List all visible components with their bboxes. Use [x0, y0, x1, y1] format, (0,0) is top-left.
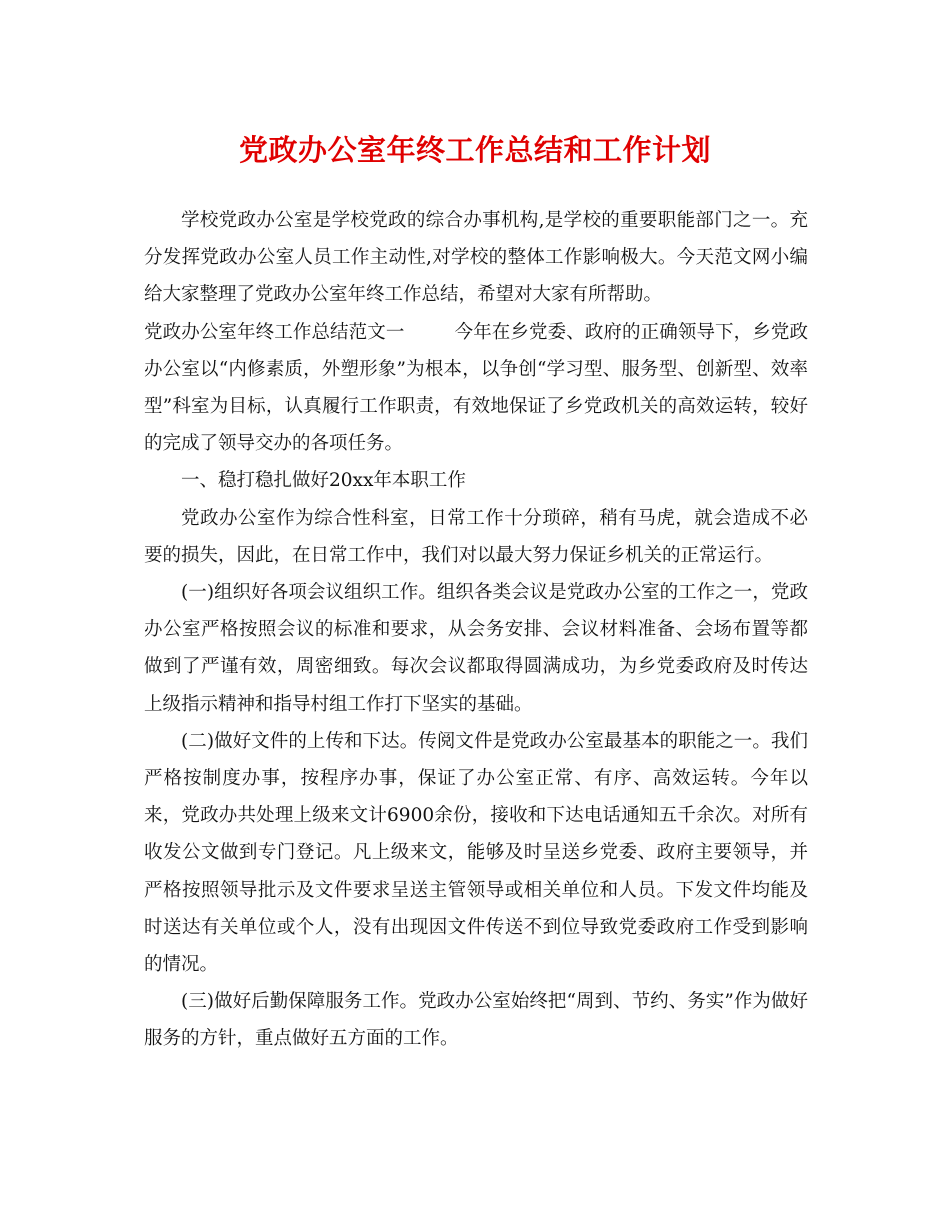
item2-paragraph: (二)做好文件的上传和下达。传阅文件是党政办公室最基本的职能之一。我们严格按制度办事，按程序办事，保证了办公室正常、有序、高效运转。今年以来，党政办共处理上级来文计6900余份，接收和下达电话通知五千余次。对所有收发公文做到专门登记。凡上级来文，能够及时呈送乡党委、政府主要领导，并严格按照领导批示及文件要求呈送主管领导或相关单位和人员。下发文件均能及时送达有关单位或个人，没有出现因文件传送不到位导致党委政府工作受到影响的情况。: [144, 730, 808, 976]
sample-heading: 党政办公室年终工作总结范文一: [144, 321, 405, 343]
document-body: [144, 202, 808, 1058]
sample-paragraph: [144, 314, 808, 463]
item3-paragraph: (三)做好后勤保障服务工作。党政办公室始终把“周到、节约、务实”作为做好服务的方针，重点做好五方面的工作。: [144, 991, 808, 1050]
section1-intro-paragraph: 党政办公室作为综合性科室，日常工作十分琐碎，稍有马虎，就会造成不必要的损失，因此，在日常工作中，我们对以最大努力保证乡机关的正常运行。: [144, 507, 808, 566]
document-title: 党政办公室年终工作总结和工作计划: [238, 133, 711, 167]
item1-paragraph: (一)组织好各项会议组织工作。组织各类会议是党政办公室的工作之一，党政办公室严格按照会议的标准和要求，从会务安排、会议材料准备、会场布置等都做到了严谨有效，周密细致。每次会议都取得圆满成功，为乡党委政府及时传达上级指示精神和指导村组工作打下坚实的基础。: [144, 582, 808, 715]
sample-lead-text: 今年在乡党委、政府的正确领导下，乡党政办公室以“内修素质，外塑形象”为根本，以争创“学习型、服务型、创新型、效率型”科室为目标，认真履行工作职责，有效地保证了乡党政机关的高效运转，较好的完成了领导交办的各项任务。: [144, 321, 808, 455]
section1-heading: 一、稳打稳扎做好20xx年本职工作: [181, 470, 466, 492]
intro-paragraph: 学校党政办公室是学校党政的综合办事机构,是学校的重要职能部门之一。充分发挥党政办公室人员工作主动性,对学校的整体工作影响极大。今天范文网小编给大家整理了党政办公室年终工作总结，希望对大家有所帮助。: [144, 210, 808, 306]
